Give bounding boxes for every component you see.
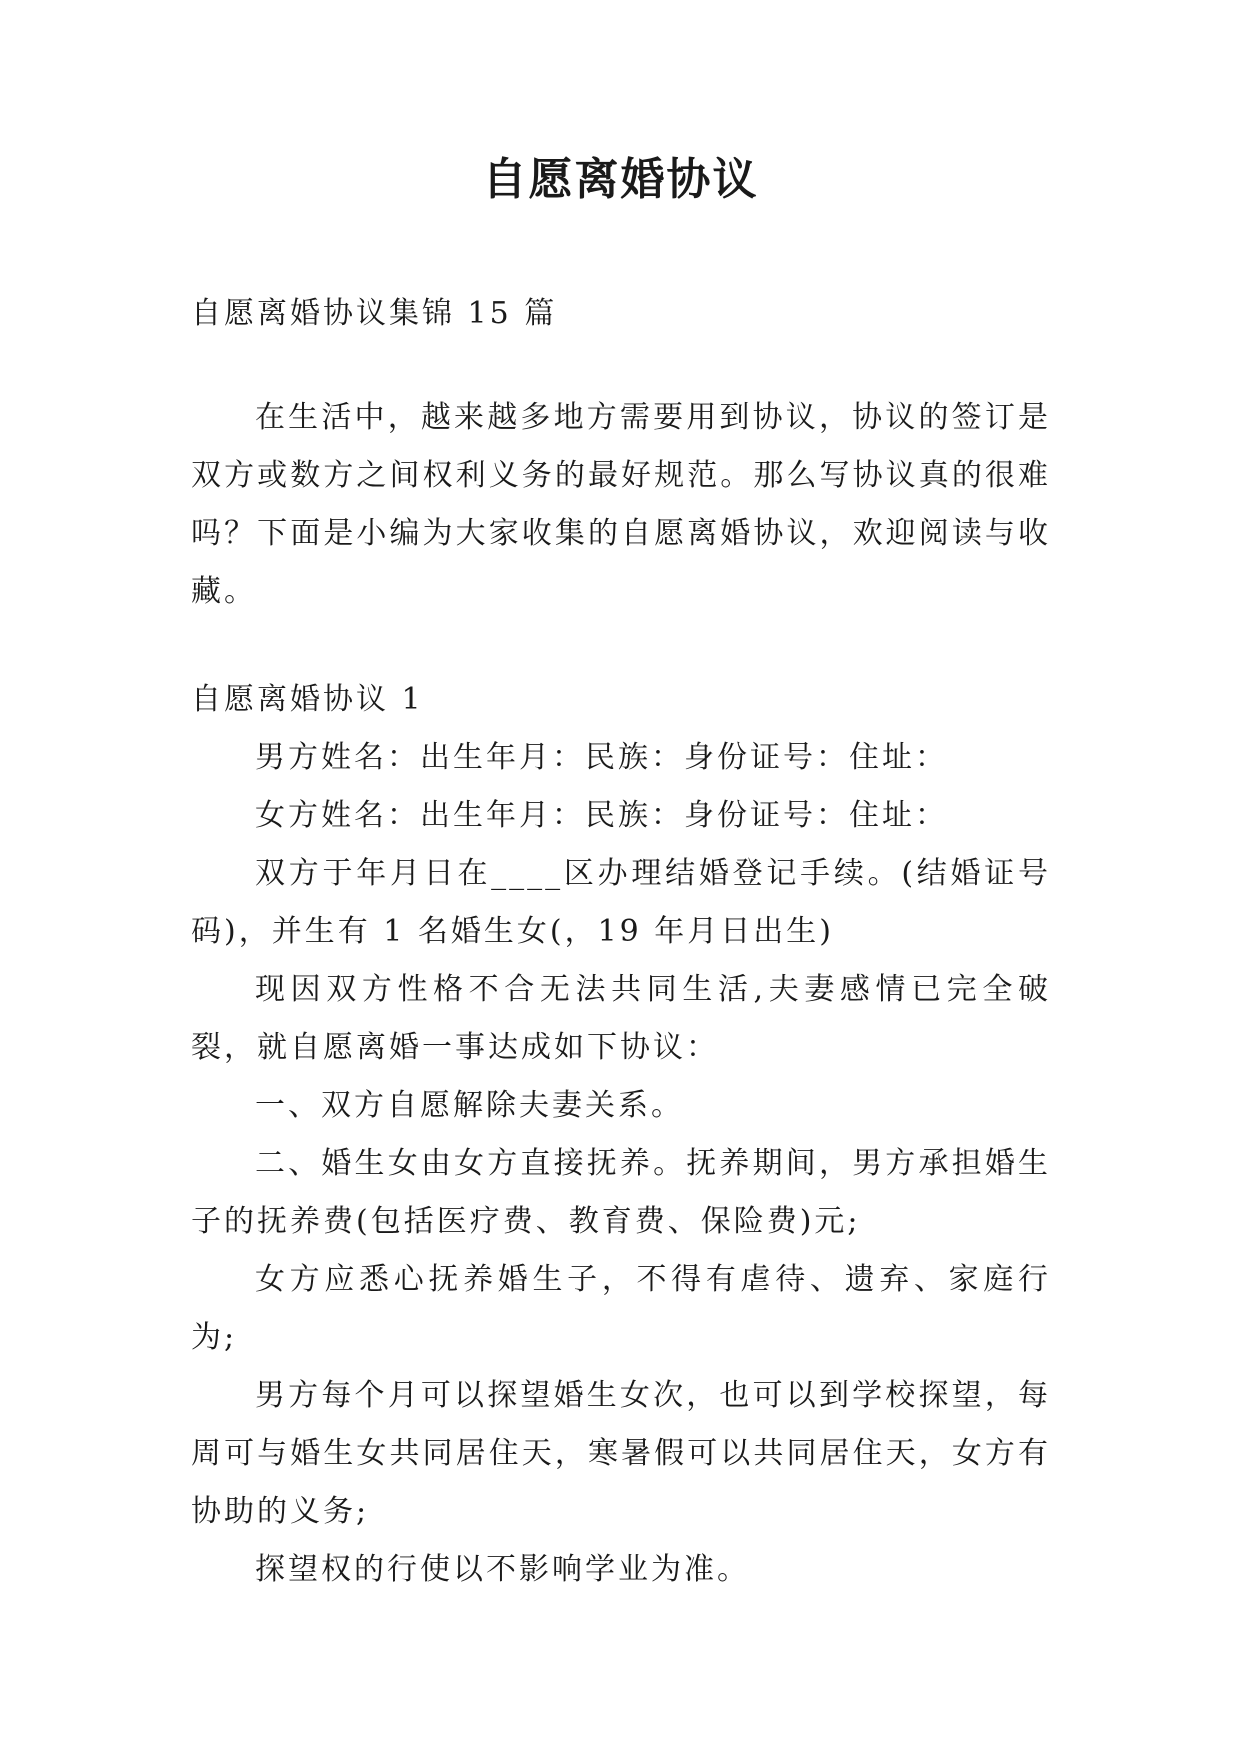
intro-paragraph: 在生活中，越来越多地方需要用到协议，协议的签订是双方或数方之间权利义务的最好规范。那么写协议真的很难吗？下面是小编为大家收集的自愿离婚协议，欢迎阅读与收藏。: [191, 400, 1051, 609]
paragraph-reason: 现因双方性格不合无法共同生活,夫妻感情已完全破裂，就自愿离婚一事达成如下协议：: [191, 972, 1051, 1065]
document-title: 自愿离婚协议: [482, 154, 759, 205]
section-heading: 自愿离婚协议 1: [191, 682, 424, 717]
document-subtitle: 自愿离婚协议集锦 15 篇: [191, 296, 558, 331]
paragraph-male-info: 男方姓名：出生年月：民族：身份证号：住址：: [255, 740, 948, 775]
spacer: [191, 343, 1051, 389]
paragraph-clause-2: 二、婚生女由女方直接抚养。抚养期间，男方承担婚生子的抚养费(包括医疗费、教育费、保险费)元;: [191, 1146, 1051, 1239]
paragraph-visitation-limit: 探望权的行使以不影响学业为准。: [255, 1552, 750, 1587]
paragraph-custody-duty: 女方应悉心抚养婚生子，不得有虐待、遗弃、家庭行为;: [191, 1262, 1051, 1355]
paragraph-female-info: 女方姓名：出生年月：民族：身份证号：住址：: [255, 798, 948, 833]
paragraph-clause-1: 一、双方自愿解除夫妻关系。: [255, 1088, 684, 1123]
paragraph-marriage-registration: 双方于年月日在____区办理结婚登记手续。(结婚证号码)，并生有 1 名婚生女(，19 年月日出生): [191, 856, 1051, 949]
document-body: [191, 285, 1051, 1599]
paragraph-visitation: 男方每个月可以探望婚生女次，也可以到学校探望，每周可与婚生女共同居住天，寒暑假可以共同居住天，女方有协助的义务;: [191, 1378, 1051, 1529]
spacer: [191, 621, 1051, 671]
